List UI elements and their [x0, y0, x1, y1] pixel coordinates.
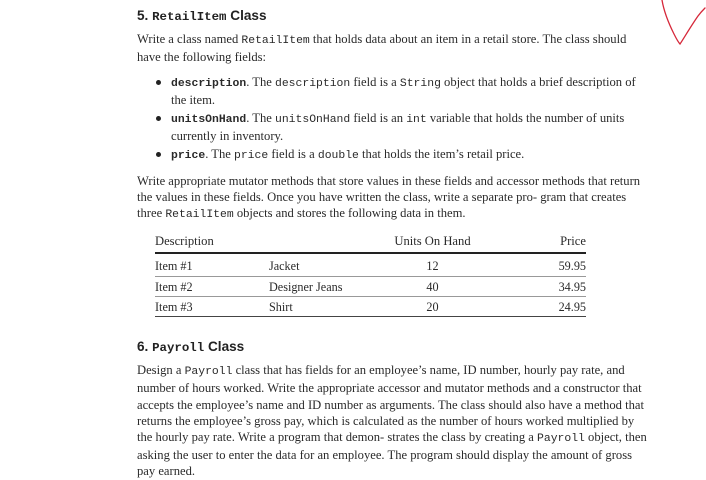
retail-item-table	[155, 233, 586, 317]
section-5-class-word: Class	[230, 8, 267, 23]
textbook-page	[137, 8, 649, 480]
cell-description: Designer Jeans	[269, 276, 375, 296]
cell-price: 59.95	[490, 253, 586, 276]
section-6-class-word: Class	[207, 339, 245, 355]
cell-units: 12	[375, 253, 490, 276]
cell-price: 24.95	[490, 296, 586, 316]
section-6-number: 6.	[137, 339, 149, 355]
table-header-row	[155, 233, 586, 253]
section-5-intro: Write a class named RetailItem that holds data about an item in a retail store. The class should have the following fields:	[137, 32, 627, 65]
cell-description: Shirt	[269, 296, 375, 316]
header-price: Price	[490, 233, 586, 253]
field-item-price: price. The price field is a double that holds the item’s retail price.	[171, 146, 649, 164]
table-row	[155, 253, 586, 276]
section-6-paragraph: Design a Payroll class that has fields for an employee’s name, ID number, hourly pay rate, and number of hours worked. Write the appropriate accessor and mutator methods and a constructor that accepts the employee’s name and ID number as arguments. The class should also have a method that returns the employee’s gross pay, which is calculated as the number of hours worked multiplied by the hourly pay rate. Write a program that demon- strates the class by creating a Payroll object, then asking the user to enter the data for an employee. The program should display the amount of gross pay earned.	[137, 363, 647, 479]
cell-price: 34.95	[490, 276, 586, 296]
cell-units: 20	[375, 296, 490, 316]
header-units-on-hand: Units On Hand	[375, 233, 490, 253]
cell-item: Item #3	[155, 296, 269, 316]
cell-description: Jacket	[269, 253, 375, 276]
table-row	[155, 276, 586, 296]
section-6-class-code: Payroll	[152, 341, 205, 356]
section-5-heading	[137, 8, 649, 25]
red-pen-annotation	[660, 0, 706, 50]
field-item-units-on-hand: unitsOnHand. The unitsOnHand field is an int variable that holds the number of units currently in inventory.	[171, 110, 649, 144]
section-5-paragraph-2: Write appropriate mutator methods that store values in these fields and accessor methods that return the values in these fields. Once you have written the class, write a separate pro- gram that creates three RetailItem objects and stores the following data in them.	[137, 173, 641, 222]
cell-item: Item #1	[155, 253, 269, 276]
field-item-description: description. The description field is a String object that holds a brief description of the item.	[171, 74, 649, 108]
section-5-class-code: RetailItem	[152, 10, 227, 24]
field-list	[137, 74, 649, 165]
cell-units: 40	[375, 276, 490, 296]
section-5-number: 5.	[137, 8, 149, 23]
cell-item: Item #2	[155, 276, 269, 296]
table-row	[155, 296, 586, 316]
section-6-heading	[137, 339, 649, 356]
header-description: Description	[155, 233, 269, 253]
